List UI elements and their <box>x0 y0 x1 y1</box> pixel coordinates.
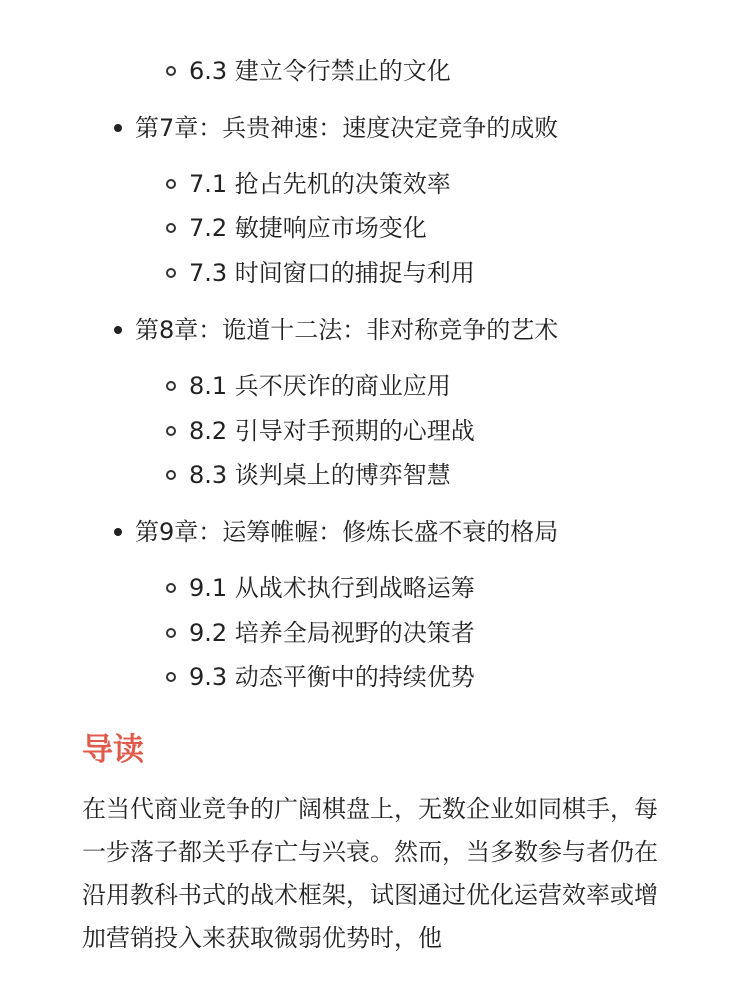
hollow-bullet-icon <box>166 268 176 278</box>
intro-heading: 导读 <box>82 732 144 768</box>
outline-section-7-2 <box>189 212 427 244</box>
outline-section-label: 7.3 时间窗口的捕捉与利用 <box>189 259 475 287</box>
outline-section-label: 9.2 培养全局视野的决策者 <box>189 619 475 647</box>
hollow-bullet-icon <box>166 66 176 76</box>
hollow-bullet-icon <box>166 223 176 233</box>
outline-section-label: 6.3 建立令行禁止的文化 <box>189 57 451 85</box>
outline-section-8-1 <box>189 370 451 402</box>
outline-section-9-1 <box>189 572 475 604</box>
outline-chapter-label: 第8章：诡道十二法：非对称竞争的艺术 <box>135 316 559 344</box>
outline-chapter-label: 第9章：运筹帷幄：修炼长盛不衰的格局 <box>135 518 559 546</box>
hollow-bullet-icon <box>166 381 176 391</box>
filled-bullet-icon <box>114 326 122 334</box>
outline-chapter-9 <box>135 516 558 548</box>
outline-section-6-3 <box>189 55 451 87</box>
hollow-bullet-icon <box>166 672 176 682</box>
outline-section-label: 7.1 抢占先机的决策效率 <box>189 170 451 198</box>
outline-section-8-2 <box>189 415 475 447</box>
outline-section-label: 7.2 敏捷响应市场变化 <box>189 214 427 242</box>
outline-section-label: 8.2 引导对手预期的心理战 <box>189 417 475 445</box>
outline-section-8-3 <box>189 459 451 491</box>
hollow-bullet-icon <box>166 628 176 638</box>
outline-chapter-label: 第7章：兵贵神速：速度决定竞争的成败 <box>135 114 559 142</box>
filled-bullet-icon <box>114 124 122 132</box>
hollow-bullet-icon <box>166 426 176 436</box>
outline-section-7-3 <box>189 257 475 289</box>
outline-section-label: 8.1 兵不厌诈的商业应用 <box>189 372 451 400</box>
filled-bullet-icon <box>114 528 122 536</box>
outline-section-9-3 <box>189 661 475 693</box>
hollow-bullet-icon <box>166 179 176 189</box>
outline-section-label: 9.3 动态平衡中的持续优势 <box>189 663 475 691</box>
outline-section-label: 8.3 谈判桌上的博弈智慧 <box>189 461 451 489</box>
hollow-bullet-icon <box>166 470 176 480</box>
outline-chapter-7 <box>135 112 558 144</box>
outline-chapter-8 <box>135 314 558 346</box>
intro-paragraph: 在当代商业竞争的广阔棋盘上，无数企业如同棋手，每一步落子都关乎存亡与兴衰。然而，当多数参与者仍在沿用教科书式的战术框架，试图通过优化运营效率或增加营销投入来获取微弱优势时，他 <box>82 795 658 952</box>
outline-section-7-1 <box>189 168 451 200</box>
outline-section-9-2 <box>189 617 475 649</box>
outline-section-label: 9.1 从战术执行到战略运筹 <box>189 574 475 602</box>
hollow-bullet-icon <box>166 583 176 593</box>
